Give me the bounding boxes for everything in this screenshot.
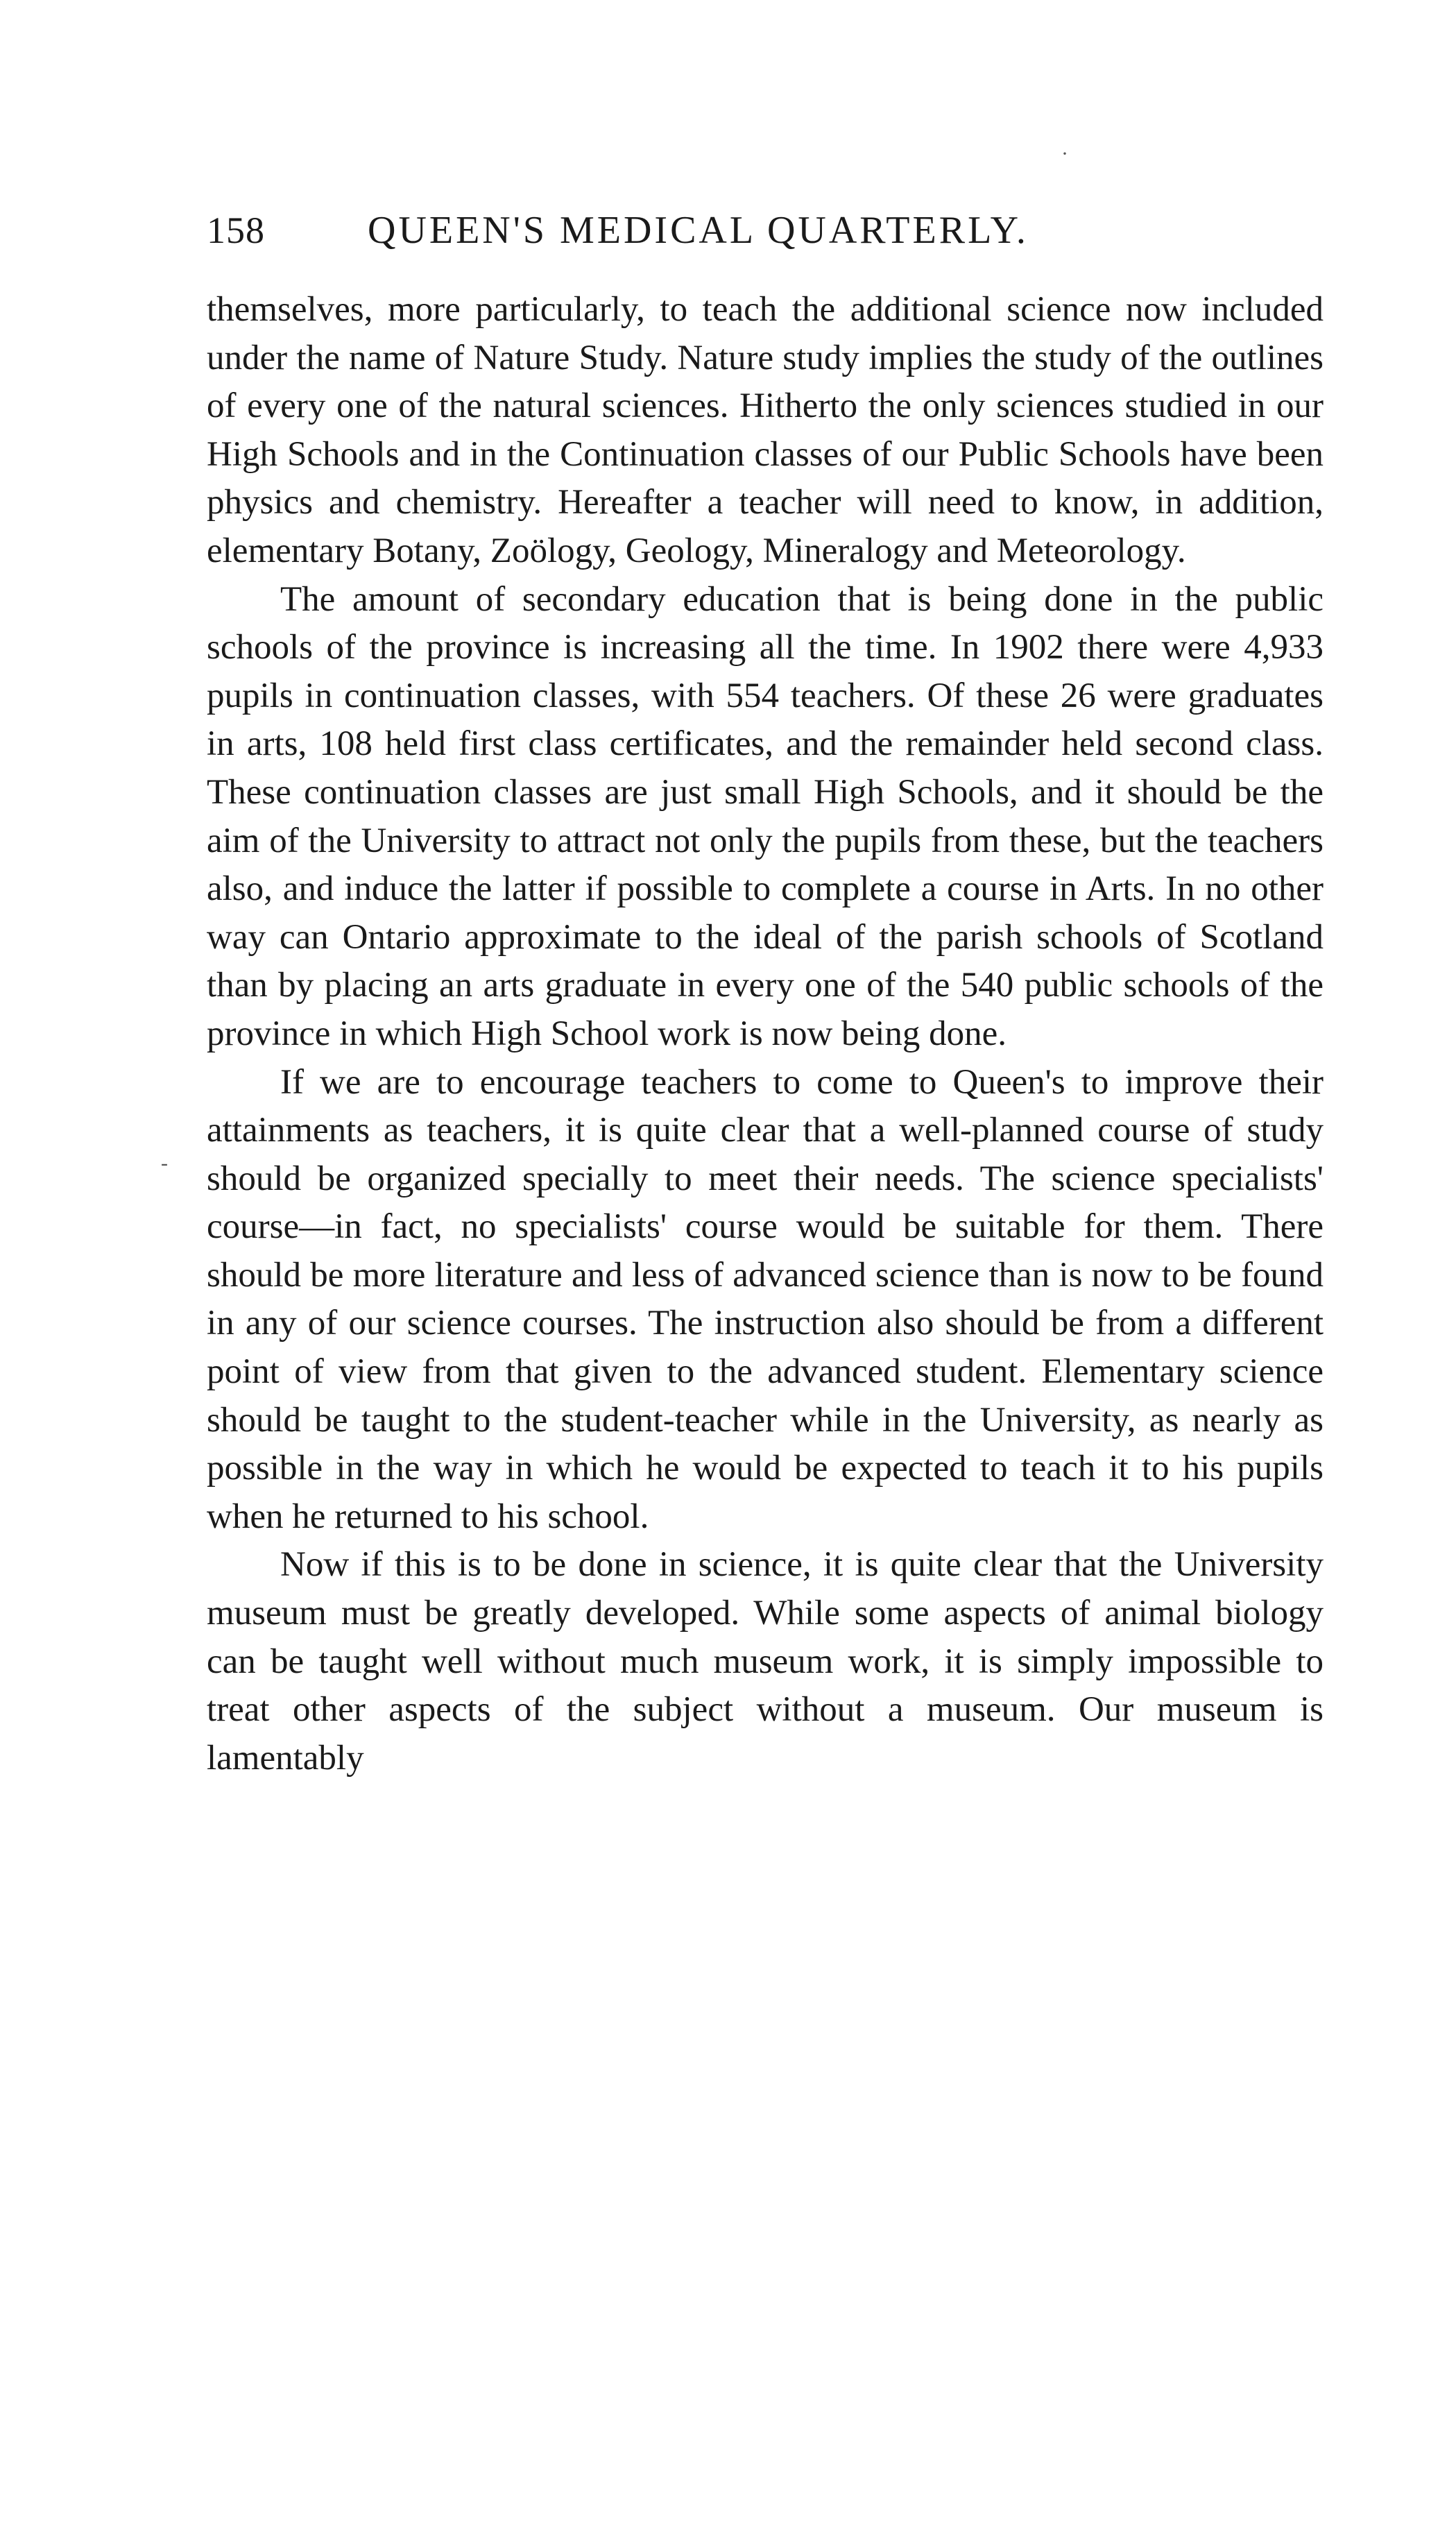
paragraph-1: themselves, more particularly, to teach the additional science now included under the name of Nature Study. Nature study implies the study of the outlines of every one of the natural sciences. Hitherto the only sciences studied in our High Schools and in the Continuation classes of our Public Schools have been physics and chemistry. Hereafter a teacher will need to know, in addition, elementary Botany, Zoölogy, Geology, Mineralogy and Meteorology.	[207, 290, 1324, 570]
paragraph-4: Now if this is to be done in science, it is quite clear that the University museum must be greatly developed. While some aspects of animal biology can be taught well without much museum work, it is simply impossible to treat other aspects of the subject without a museum. Our museum is lamentably	[207, 1545, 1324, 1778]
paragraph-3: If we are to encourage teachers to come to Queen's to improve their attainments as teachers, it is quite clear that a well-planned course of study should be organized specially to meet their needs. The science specialists' course—in fact, no specialists' course would be suitable for them. There should be more literature and less of advanced science than is now to be found in any of our science courses. The instruction also should be from a different point of view from that given to the advanced student. Elementary science should be taught to the student-teacher while in the University, as nearly as possible in the way in which he would be expected to teach it to his pupils when he returned to his school.	[207, 1062, 1324, 1536]
margin-dash: -	[161, 1152, 168, 1175]
page-number: 158	[207, 210, 265, 251]
running-title: QUEEN'S MEDICAL QUARTERLY.	[368, 209, 1029, 252]
paragraph-2: The amount of secondary education that is being done in the public schools of the province is increasing all the time. In 1902 there were 4,933 pupils in continuation classes, with 554 teachers. Of these 26 were graduates in arts, 108 held first class certificates, and the remainder held second class. These continuation classes are just small High Schools, and it should be the aim of the University to attract not only the pupils from these, but the teachers also, and induce the latter if possible to complete a course in Arts. In no other way can Ontario approximate to the ideal of the parish schools of Scotland than by placing an arts graduate in every one of the 540 public schools of the province in which High School work is now being done.	[207, 579, 1324, 1053]
document-page	[207, 208, 1324, 1782]
scan-speck: ·	[1061, 142, 1068, 165]
page-header	[207, 208, 1324, 253]
body-text	[207, 286, 1324, 1782]
